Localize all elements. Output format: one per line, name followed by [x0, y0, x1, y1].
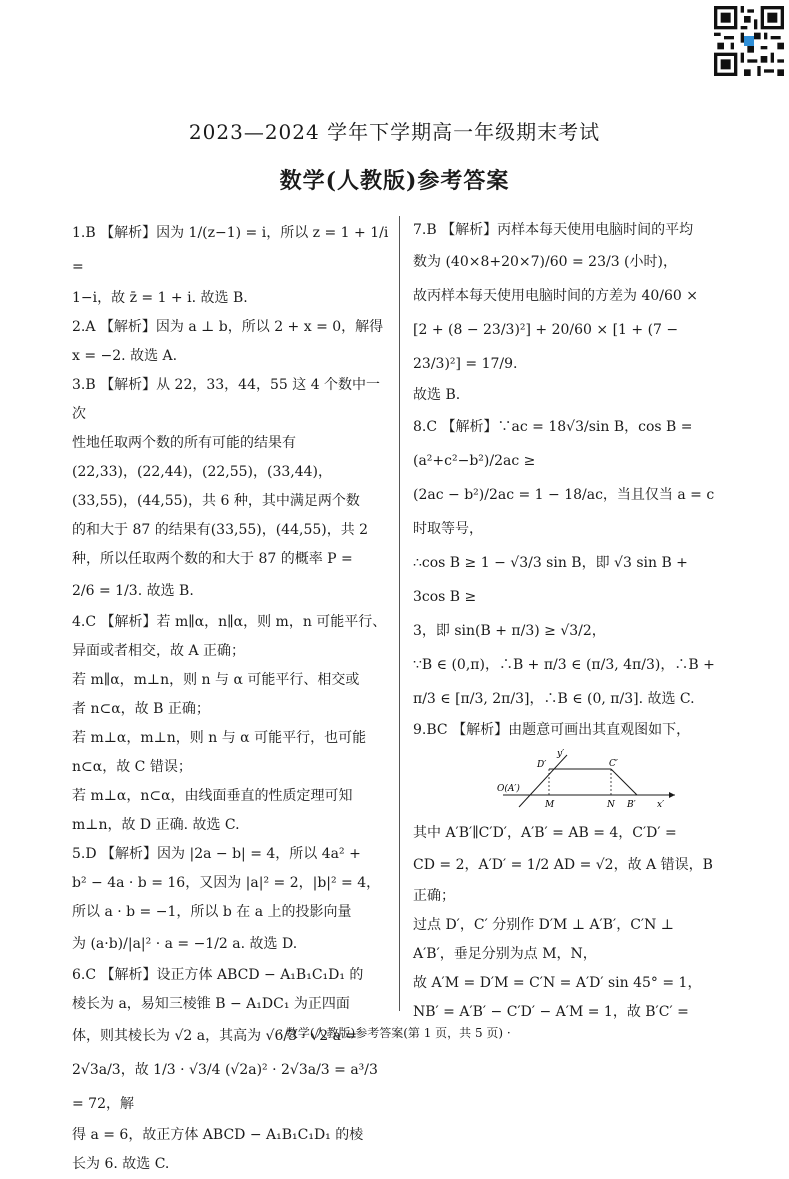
answer-line: ∴cos B ≥ 1 − √3/3 sin B，即 √3 sin B + 3cos B ≥	[413, 555, 688, 605]
answer-line: CD = 2，A′D′ = 1/2 AD = √2，故 A 错误，B	[413, 857, 713, 873]
figure-label: B′	[627, 800, 636, 810]
answer-line: 若 m⊥α，n⊂α，由线面垂直的性质定理可知	[72, 788, 353, 804]
answer-line: 者 n⊂α，故 B 正确；	[72, 701, 210, 717]
answer-line: A′B′，垂足分别为点 M，N，	[413, 946, 597, 962]
answer-line: (2ac − b²)/2ac = 1 − 18/ac，当且仅当 a = c 时取等号，	[413, 487, 715, 537]
answer-line: 1.B 【解析】因为 1/(z−1) = i，所以 z = 1 + 1/i =	[72, 225, 389, 275]
answer-line: 8.C 【解析】∵ac = 18√3/sin B，cos B = (a²+c²−b²)/2ac ≥	[413, 419, 693, 469]
page-footer: · 数学(人教版)参考答案(第 1 页，共 5 页) ·	[278, 1026, 511, 1040]
figure-label: D′	[537, 760, 547, 770]
answer-line: 棱长为 a，易知三棱锥 B − A₁DC₁ 为正四面	[72, 996, 350, 1012]
answer-line: 2/6 = 1/3. 故选 B.	[72, 583, 194, 599]
answer-line: 体，则其棱长为 √2 a，其高为 √6/3 · √2 a =	[72, 1028, 358, 1044]
answer-line: 的和大于 87 的结果有(33,55)，(44,55)，共 2	[72, 522, 369, 538]
figure-label: x′	[657, 800, 665, 810]
answer-line: 1−i，故 z̄ = 1 + i. 故选 B.	[72, 290, 248, 306]
answer-line: 所以 a · b = −1，所以 b 在 a 上的投影向量	[72, 904, 352, 920]
answer-line: [2 + (8 − 23/3)²] + 20/60 × [1 + (7 − 23/3)²] = 17/9.	[413, 322, 679, 372]
answer-line: 4.C 【解析】若 m∥α，n∥α，则 m，n 可能平行、	[72, 614, 387, 630]
answer-line: n⊂α，故 C 错误；	[72, 759, 192, 775]
answer-line: 3.B 【解析】从 22，33，44，55 这 4 个数中一次	[72, 377, 381, 422]
answer-line: 若 m⊥α，m⊥n，则 n 与 α 可能平行，也可能	[72, 730, 367, 746]
qr-code-icon	[714, 6, 784, 76]
answer-line: 为 (a·b)/|a|² · a = −1/2 a. 故选 D.	[72, 936, 298, 952]
answer-line: (33,55)，(44,55)，共 6 种，其中满足两个数	[72, 493, 360, 509]
answer-line: b² − 4a · b = 16，又因为 |a|² = 2，|b|² = 4，	[72, 875, 381, 891]
answer-line: 若 m∥α，m⊥n，则 n 与 α 可能平行、相交或	[72, 672, 360, 688]
answer-line: 故 A′M = D′M = C′N = A′D′ sin 45° = 1，	[413, 975, 702, 991]
answer-line: 其中 A′B′∥C′D′，A′B′ = AB = 4，C′D′ =	[413, 825, 677, 841]
answer-line: 9.BC 【解析】由题意可画出其直观图如下，	[413, 722, 691, 738]
figure-label: O(A′)	[497, 784, 520, 794]
answer-line: 7.B 【解析】丙样本每天使用电脑时间的平均	[413, 222, 694, 238]
page-title: 2023—2024 学年下学期高一年级期末考试	[188, 120, 601, 144]
answer-line: 正确；	[413, 888, 455, 904]
intuitive-diagram	[497, 747, 677, 817]
column-divider	[399, 216, 400, 1011]
figure-label: N	[607, 800, 615, 810]
answer-line: π/3 ∈ [π/3, 2π/3]，∴B ∈ (0, π/3]. 故选 C.	[413, 691, 695, 707]
answer-line: 得 a = 6，故正方体 ABCD − A₁B₁C₁D₁ 的棱	[72, 1127, 364, 1143]
answer-line: 性地任取两个数的所有可能的结果有	[72, 435, 296, 451]
answer-line: 2√3a/3，故 1/3 · √3/4 (√2a)² · 2√3a/3 = a³/3 = 72，解	[72, 1062, 378, 1112]
answer-line: (22,33)，(22,44)，(22,55)，(33,44)，	[72, 464, 333, 480]
figure-label: y′	[557, 749, 565, 759]
answer-line: 过点 D′，C′ 分别作 D′M ⊥ A′B′，C′N ⊥	[413, 917, 674, 933]
answer-line: 异面或者相交，故 A 正确；	[72, 643, 246, 659]
answer-line: 故丙样本每天使用电脑时间的方差为 40/60 ×	[413, 288, 698, 304]
answer-line: 6.C 【解析】设正方体 ABCD − A₁B₁C₁D₁ 的	[72, 967, 364, 983]
answer-line: ∵B ∈ (0,π)，∴B + π/3 ∈ (π/3, 4π/3)，∴B +	[413, 657, 715, 673]
answer-line: 2.A 【解析】因为 a ⊥ b，所以 2 + x = 0，解得	[72, 319, 384, 335]
answer-line: 长为 6. 故选 C.	[72, 1156, 170, 1172]
right-column	[413, 216, 718, 1027]
page-subtitle: 数学(人教版)参考答案	[279, 168, 510, 194]
trapezoid-right	[611, 769, 637, 795]
answer-line: x = −2. 故选 A.	[72, 348, 178, 364]
figure-label: M	[545, 800, 555, 810]
answer-line: 3，即 sin(B + π/3) ≥ √3/2，	[413, 623, 606, 639]
answer-line: 故选 B.	[413, 387, 461, 403]
answer-line: 数为 (40×8+20×7)/60 = 23/3 (小时)，	[413, 254, 677, 270]
figure-label: C′	[609, 759, 618, 769]
answer-line: 种，所以任取两个数的和大于 87 的概率 P =	[72, 551, 353, 567]
answer-line: NB′ = A′B′ − C′D′ − A′M = 1，故 B′C′ =	[413, 1004, 689, 1020]
answer-line: m⊥n，故 D 正确. 故选 C.	[72, 817, 240, 833]
answer-line: 5.D 【解析】因为 |2a − b| = 4，所以 4a² +	[72, 846, 361, 862]
